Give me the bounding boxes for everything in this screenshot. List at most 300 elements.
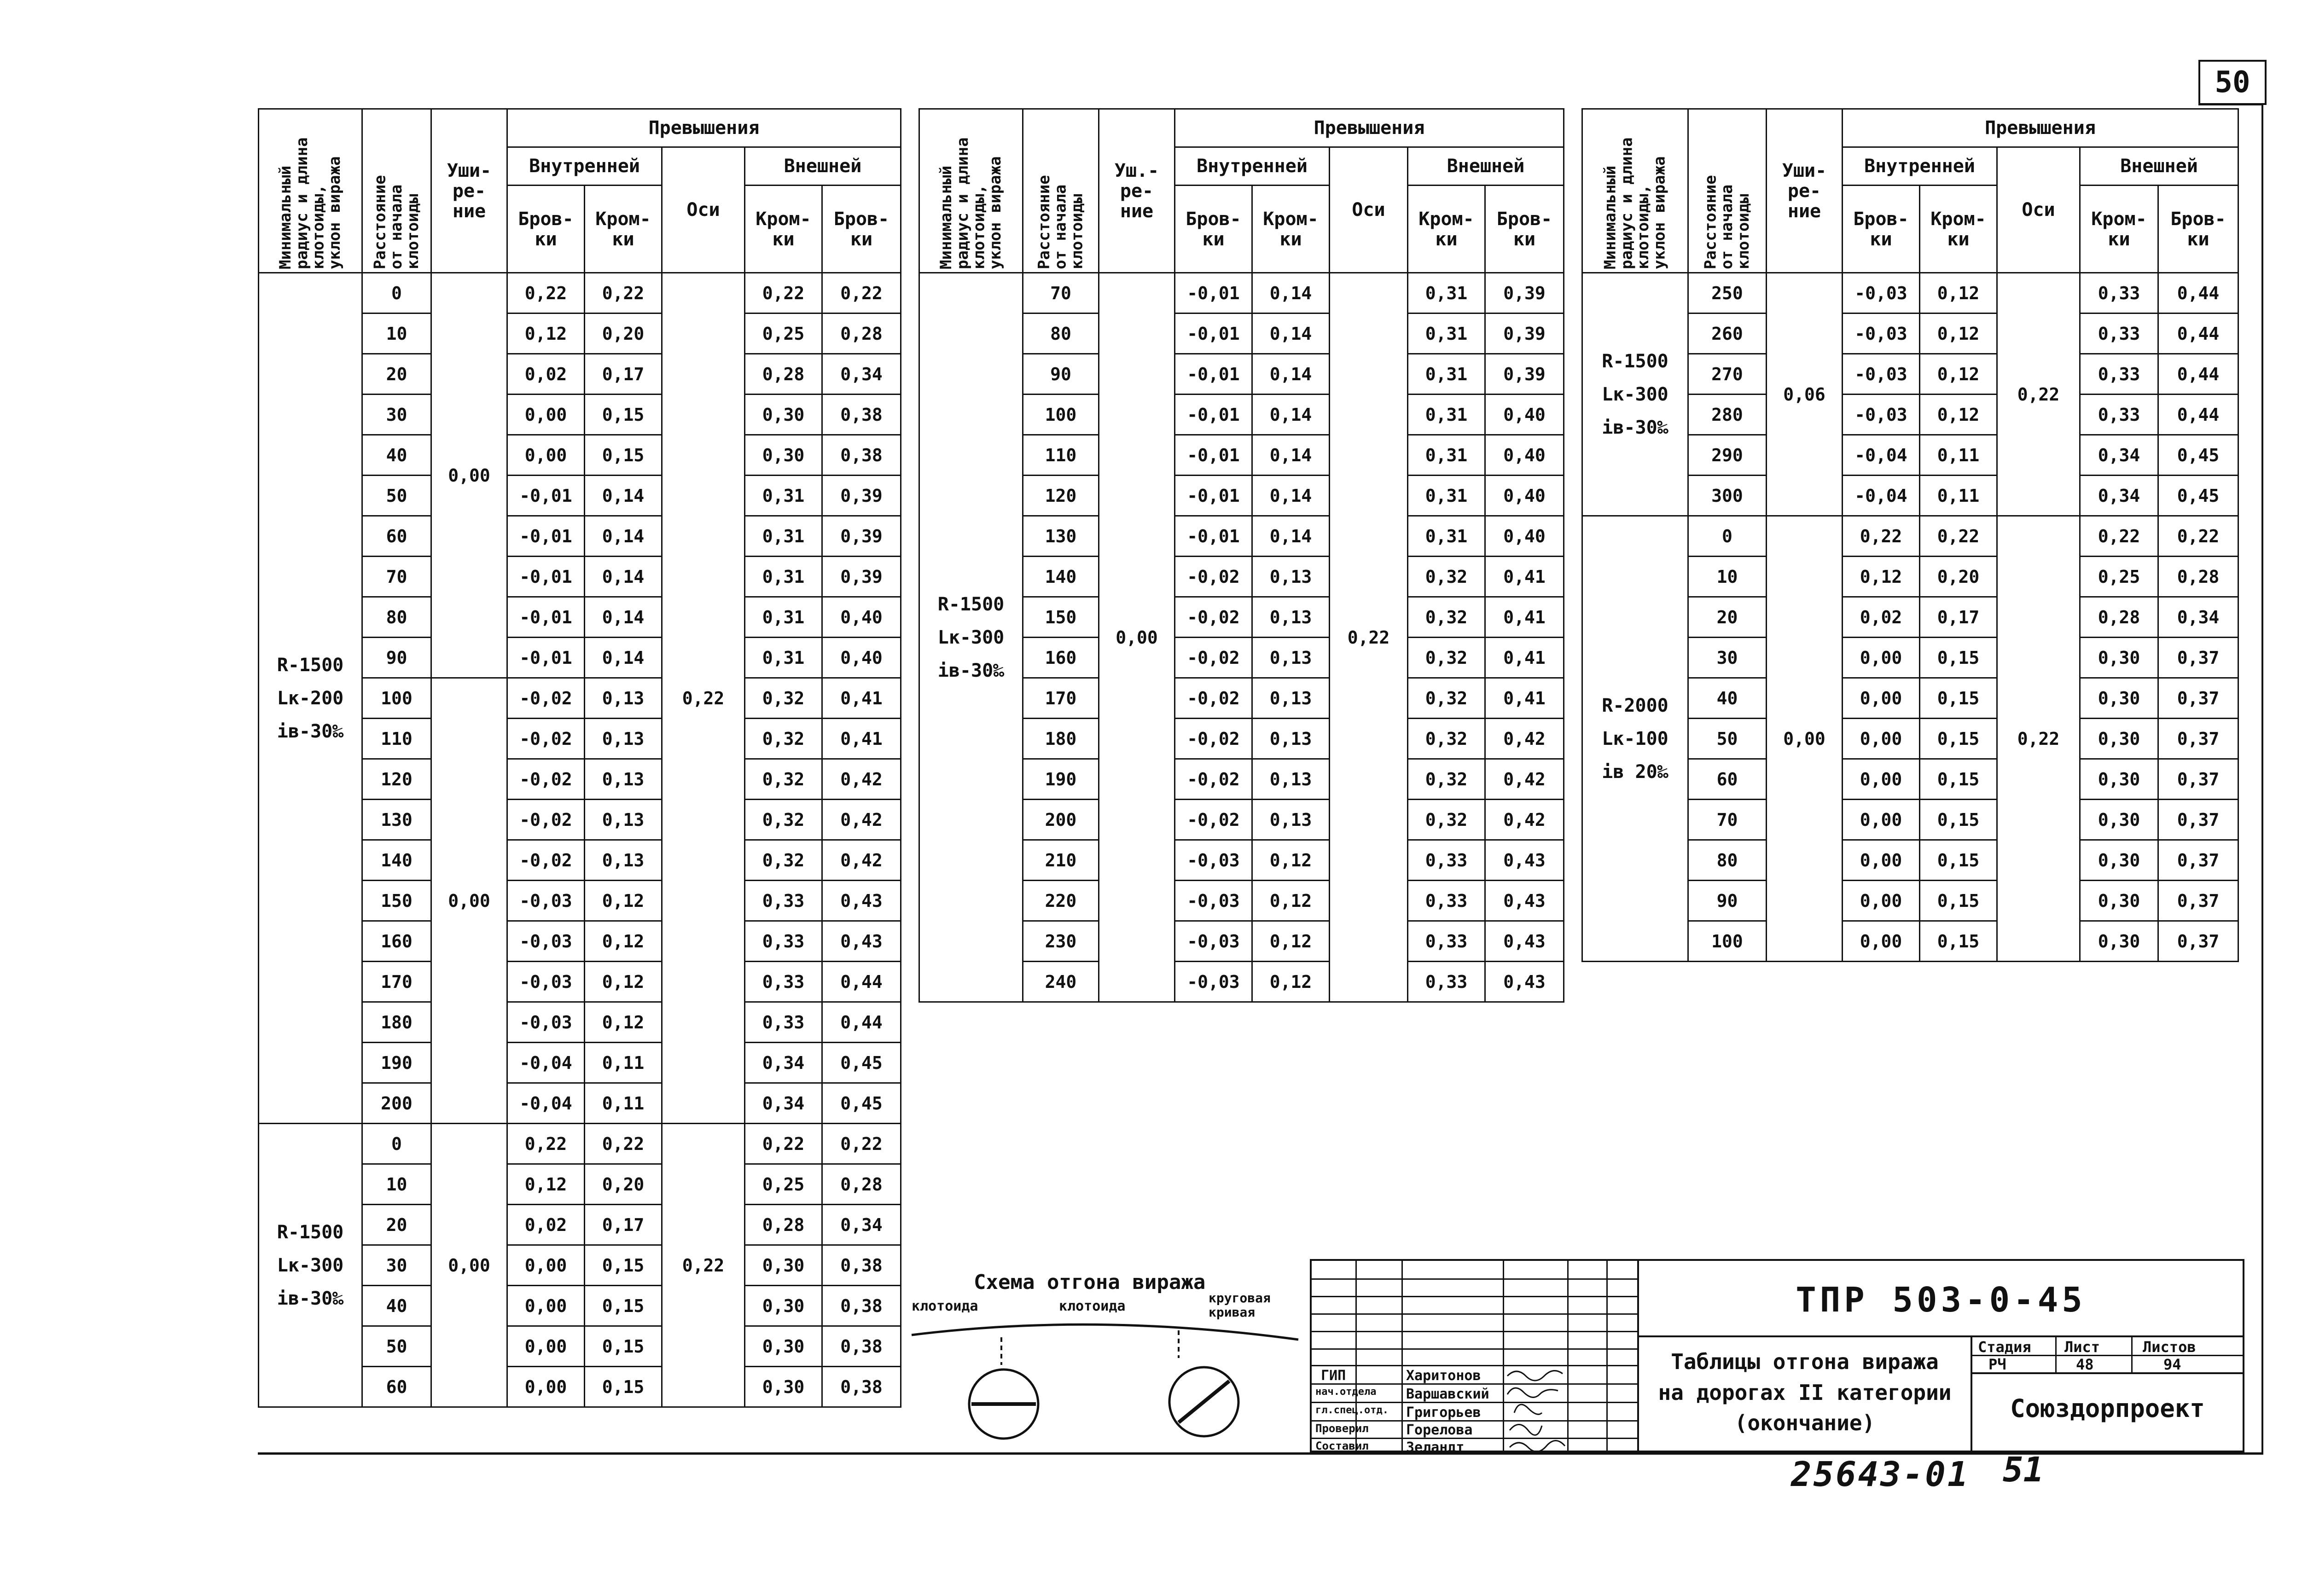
distance-cell: 60 [1688,759,1767,800]
outer-brov-cell: 0,41 [822,678,901,719]
inner-krom-cell: 0,22 [585,1124,662,1164]
outer-krom-cell: 0,33 [1408,962,1485,1002]
inner-krom-cell: 0,20 [585,1164,662,1205]
outer-brov-cell: 0,38 [822,395,901,435]
inner-brov-cell: -0,02 [1175,759,1252,800]
name-4: Зеландт [1406,1439,1465,1456]
inner-krom-cell: 0,13 [585,840,662,881]
col-widen-header: Уш.- ре- ние [1099,109,1175,273]
inner-brov-header: Бров- ки [1175,186,1252,273]
outer-brov-cell: 0,37 [2158,759,2238,800]
distance-cell: 180 [362,1002,431,1043]
organization-name: Союздорпроект [1971,1374,2244,1452]
distance-cell: 290 [1688,435,1767,476]
outer-brov-cell: 0,41 [1485,557,1564,597]
inner-krom-cell: 0,15 [585,1367,662,1407]
inner-krom-cell: 0,15 [585,1286,662,1326]
distance-cell: 160 [1023,638,1099,678]
outer-krom-cell: 0,30 [745,1286,822,1326]
signature-grid [1310,1259,1639,1456]
outer-krom-cell: 0,30 [745,395,822,435]
inner-krom-cell: 0,12 [1920,395,1997,435]
distance-cell: 60 [362,1367,431,1407]
inner-brov-cell: -0,03 [507,921,585,962]
distance-cell: 170 [1023,678,1099,719]
outer-brov-cell: 0,40 [1485,476,1564,516]
outer-brov-cell: 0,37 [2158,881,2238,921]
col-dist-header: Расстояние от начала клотоиды [1023,109,1099,273]
outer-krom-cell: 0,32 [1408,800,1485,840]
outer-krom-header: Кром- ки [745,186,822,273]
group-label: R-1500 Lк-200 iв-30‰ [259,273,362,1124]
inner-brov-cell: -0,01 [1175,354,1252,395]
outer-brov-cell: 0,37 [2158,840,2238,881]
outer-brov-cell: 0,41 [1485,678,1564,719]
outer-brov-cell: 0,41 [1485,597,1564,638]
outer-brov-cell: 0,42 [822,759,901,800]
distance-cell: 110 [362,719,431,759]
outer-brov-cell: 0,42 [1485,800,1564,840]
inner-brov-cell: -0,01 [1175,273,1252,313]
inner-krom-cell: 0,14 [1252,395,1330,435]
outer-krom-cell: 0,30 [2080,800,2158,840]
distance-cell: 160 [362,921,431,962]
role-1: нач.отдела [1315,1386,1377,1398]
outer-header: Внешней [1408,147,1564,186]
inner-brov-cell: -0,02 [1175,557,1252,597]
outer-brov-cell: 0,34 [822,1205,901,1245]
inner-krom-cell: 0,15 [585,1245,662,1286]
axis-header: Оси [1330,147,1408,273]
stage-label: Стадия [1978,1338,2031,1356]
inner-krom-cell: 0,13 [1252,719,1330,759]
inner-brov-cell: -0,04 [507,1083,585,1124]
distance-cell: 260 [1688,313,1767,354]
inner-krom-cell: 0,12 [1920,313,1997,354]
distance-cell: 180 [1023,719,1099,759]
inner-krom-cell: 0,15 [1920,881,1997,921]
inner-brov-cell: -0,02 [1175,678,1252,719]
inner-brov-cell: 0,00 [1843,638,1920,678]
outer-krom-cell: 0,32 [745,800,822,840]
inner-brov-cell: -0,01 [1175,313,1252,354]
elevation-table-1 [258,108,901,1408]
inner-krom-cell: 0,11 [1920,435,1997,476]
distance-cell: 140 [1023,557,1099,597]
inner-krom-cell: 0,14 [1252,516,1330,557]
inner-brov-cell: -0,02 [1175,597,1252,638]
outer-krom-cell: 0,30 [745,1245,822,1286]
distance-cell: 0 [362,1124,431,1164]
inner-brov-cell: -0,01 [507,638,585,678]
outer-krom-cell: 0,31 [1408,313,1485,354]
inner-krom-cell: 0,17 [585,1205,662,1245]
outer-brov-cell: 0,38 [822,1367,901,1407]
distance-cell: 20 [1688,597,1767,638]
distance-cell: 10 [1688,557,1767,597]
inner-brov-cell: -0,01 [507,557,585,597]
distance-cell: 70 [1688,800,1767,840]
inner-brov-header: Бров- ки [1843,186,1920,273]
table-row [919,273,1564,313]
distance-cell: 60 [362,516,431,557]
inner-krom-cell: 0,15 [1920,840,1997,881]
outer-krom-cell: 0,33 [2080,313,2158,354]
inner-krom-cell: 0,13 [585,800,662,840]
outer-krom-cell: 0,30 [2080,638,2158,678]
outer-brov-cell: 0,40 [1485,435,1564,476]
inner-brov-cell: -0,03 [1175,881,1252,921]
outer-krom-cell: 0,31 [1408,273,1485,313]
distance-cell: 50 [362,1326,431,1367]
inner-krom-header: Кром- ки [1920,186,1997,273]
widening-cell: 0,00 [1099,273,1175,1002]
axis-cell: 0,22 [662,273,745,1124]
table-row [1582,273,2238,313]
distance-cell: 230 [1023,921,1099,962]
stage-sheet-block [1971,1337,2244,1374]
inner-brov-cell: -0,02 [1175,638,1252,678]
inner-krom-cell: 0,13 [1252,678,1330,719]
inner-brov-cell: 0,00 [1843,800,1920,840]
outer-brov-cell: 0,42 [1485,719,1564,759]
elevation-header: Превышения [507,109,901,147]
outer-krom-cell: 0,32 [745,719,822,759]
outer-brov-header: Бров- ки [2158,186,2238,273]
inner-brov-cell: -0,04 [1843,476,1920,516]
name-3: Горелова [1406,1422,1473,1438]
inner-krom-cell: 0,11 [585,1043,662,1083]
inner-krom-cell: 0,13 [585,678,662,719]
inner-brov-cell: 0,22 [507,1124,585,1164]
inner-krom-header: Кром- ки [1252,186,1330,273]
axis-cell: 0,22 [1997,273,2080,516]
outer-brov-header: Бров- ки [822,186,901,273]
axis-cell: 0,22 [1997,516,2080,962]
outer-brov-cell: 0,40 [822,597,901,638]
distance-cell: 30 [362,395,431,435]
outer-brov-cell: 0,39 [822,516,901,557]
distance-cell: 30 [1688,638,1767,678]
inner-brov-cell: 0,00 [507,1245,585,1286]
distance-cell: 150 [1023,597,1099,638]
outer-krom-cell: 0,32 [745,759,822,800]
name-1: Варшавский [1406,1386,1489,1402]
outer-brov-cell: 0,34 [822,354,901,395]
role-0: ГИП [1321,1368,1346,1384]
outer-brov-cell: 0,41 [1485,638,1564,678]
outer-krom-cell: 0,30 [745,1367,822,1407]
inner-krom-cell: 0,12 [585,921,662,962]
distance-cell: 90 [1688,881,1767,921]
outer-krom-cell: 0,32 [1408,719,1485,759]
inner-krom-cell: 0,20 [585,313,662,354]
inner-krom-cell: 0,15 [1920,638,1997,678]
table-row [259,273,901,313]
inner-krom-cell: 0,14 [585,597,662,638]
elevation-header: Превышения [1843,109,2238,147]
inner-brov-cell: 0,00 [1843,881,1920,921]
distance-cell: 10 [362,313,431,354]
signature-scribbles [1312,1261,1641,1454]
group-label: R-1500 Lк-300 iв-30‰ [1582,273,1688,516]
col-widen-header: Уши- ре- ние [1767,109,1843,273]
inner-krom-cell: 0,15 [585,1326,662,1367]
outer-krom-cell: 0,30 [2080,678,2158,719]
outer-brov-cell: 0,44 [822,962,901,1002]
outer-krom-cell: 0,32 [745,678,822,719]
outer-brov-cell: 0,44 [2158,313,2238,354]
inner-krom-cell: 0,13 [585,719,662,759]
inner-krom-cell: 0,13 [1252,759,1330,800]
outer-brov-cell: 0,43 [1485,962,1564,1002]
outer-krom-cell: 0,32 [1408,557,1485,597]
outer-krom-cell: 0,30 [745,1326,822,1367]
inner-krom-cell: 0,12 [1252,840,1330,881]
inner-brov-cell: -0,03 [507,1002,585,1043]
inner-brov-cell: -0,01 [507,597,585,638]
inner-header: Внутренней [1175,147,1330,186]
outer-krom-cell: 0,30 [2080,921,2158,962]
inner-brov-cell: -0,02 [507,759,585,800]
inner-krom-cell: 0,20 [1920,557,1997,597]
inner-brov-cell: -0,02 [507,678,585,719]
page-number: 50 [2198,60,2267,105]
outer-brov-cell: 0,40 [1485,395,1564,435]
inner-brov-cell: 0,00 [507,1286,585,1326]
frame-right-line [2261,104,2263,1452]
inner-brov-cell: -0,04 [507,1043,585,1083]
widening-cell: 0,06 [1767,273,1843,516]
frame-top-line [2198,104,2263,105]
inner-brov-cell: -0,02 [507,800,585,840]
axis-cell: 0,22 [1330,273,1408,1002]
inner-brov-cell: -0,03 [1843,313,1920,354]
outer-brov-cell: 0,28 [822,313,901,354]
outer-krom-cell: 0,33 [1408,840,1485,881]
outer-krom-cell: 0,30 [745,435,822,476]
outer-brov-cell: 0,45 [822,1043,901,1083]
outer-krom-cell: 0,31 [745,476,822,516]
distance-cell: 220 [1023,881,1099,921]
outer-krom-cell: 0,31 [745,557,822,597]
distance-cell: 300 [1688,476,1767,516]
outer-krom-cell: 0,32 [1408,638,1485,678]
inner-brov-cell: 0,00 [507,1326,585,1367]
outer-krom-cell: 0,31 [745,638,822,678]
inner-krom-cell: 0,14 [1252,354,1330,395]
inner-krom-cell: 0,22 [585,273,662,313]
inner-brov-cell: 0,00 [507,395,585,435]
distance-cell: 30 [362,1245,431,1286]
role-3: Проверил [1315,1422,1369,1435]
outer-brov-cell: 0,37 [2158,678,2238,719]
inner-brov-cell: -0,03 [507,881,585,921]
inner-krom-cell: 0,14 [585,516,662,557]
distance-cell: 80 [1023,313,1099,354]
inner-header: Внутренней [1843,147,1997,186]
distance-cell: 240 [1023,962,1099,1002]
inner-krom-cell: 0,12 [585,962,662,1002]
inner-krom-cell: 0,12 [1252,921,1330,962]
outer-krom-cell: 0,33 [2080,354,2158,395]
outer-krom-header: Кром- ки [1408,186,1485,273]
outer-header: Внешней [2080,147,2238,186]
inner-krom-cell: 0,15 [585,435,662,476]
inner-brov-cell: -0,03 [1843,273,1920,313]
outer-krom-cell: 0,28 [745,1205,822,1245]
outer-krom-cell: 0,32 [745,840,822,881]
outer-krom-cell: 0,30 [2080,840,2158,881]
inner-krom-cell: 0,15 [1920,719,1997,759]
col-dist-header: Расстояние от начала клотоиды [362,109,431,273]
outer-krom-cell: 0,31 [745,597,822,638]
distance-cell: 130 [1023,516,1099,557]
scheme-label-mid: клотоида [1059,1298,1126,1314]
name-2: Григорьев [1406,1404,1481,1421]
axis-cell: 0,22 [662,1124,745,1407]
outer-krom-cell: 0,34 [745,1043,822,1083]
distance-cell: 40 [362,435,431,476]
distance-cell: 0 [1688,516,1767,557]
inner-brov-cell: -0,03 [1175,921,1252,962]
inner-brov-header: Бров- ки [507,186,585,273]
outer-krom-cell: 0,32 [1408,759,1485,800]
table-row [1582,516,2238,557]
group-label: R-1500 Lк-300 iв-30‰ [259,1124,362,1407]
outer-krom-cell: 0,33 [745,921,822,962]
inner-brov-cell: 0,00 [1843,759,1920,800]
inner-brov-cell: -0,01 [1175,516,1252,557]
outer-krom-cell: 0,30 [2080,719,2158,759]
outer-brov-cell: 0,44 [2158,354,2238,395]
outer-brov-cell: 0,37 [2158,800,2238,840]
distance-cell: 130 [362,800,431,840]
scheme-label-right: круговая кривая [1209,1290,1271,1320]
inner-krom-cell: 0,17 [585,354,662,395]
outer-krom-cell: 0,31 [1408,516,1485,557]
name-0: Харитонов [1406,1368,1481,1384]
outer-krom-cell: 0,25 [745,313,822,354]
axis-header: Оси [662,147,745,273]
elevation-header: Превышения [1175,109,1564,147]
outer-brov-cell: 0,38 [822,1326,901,1367]
distance-cell: 10 [362,1164,431,1205]
inner-krom-cell: 0,12 [585,1002,662,1043]
inner-krom-cell: 0,12 [1252,962,1330,1002]
widening-cell: 0,00 [431,1124,507,1407]
inner-brov-cell: 0,02 [1843,597,1920,638]
outer-brov-cell: 0,28 [822,1164,901,1205]
outer-krom-cell: 0,33 [2080,395,2158,435]
inner-krom-cell: 0,14 [1252,435,1330,476]
distance-cell: 120 [362,759,431,800]
outer-brov-cell: 0,22 [822,1124,901,1164]
distance-cell: 150 [362,881,431,921]
inner-krom-cell: 0,22 [1920,516,1997,557]
outer-header: Внешней [745,147,901,186]
outer-brov-cell: 0,38 [822,1286,901,1326]
inner-krom-cell: 0,14 [585,476,662,516]
distance-cell: 100 [1023,395,1099,435]
distance-cell: 40 [1688,678,1767,719]
outer-brov-cell: 0,37 [2158,719,2238,759]
distance-cell: 90 [1023,354,1099,395]
group-label: R-1500 Lк-300 iв-30‰ [919,273,1023,1002]
document-title: Таблицы отгона виража на дорогах II категории (окончание) [1639,1337,1971,1452]
distance-cell: 100 [1688,921,1767,962]
distance-cell: 80 [1688,840,1767,881]
outer-brov-cell: 0,37 [2158,921,2238,962]
inner-brov-cell: 0,00 [1843,719,1920,759]
sheets-value: 94 [2163,1356,2181,1373]
inner-brov-cell: -0,01 [507,476,585,516]
inner-krom-cell: 0,12 [585,881,662,921]
role-2: гл.спец.отд. [1315,1404,1389,1416]
outer-brov-cell: 0,41 [822,719,901,759]
inner-krom-cell: 0,13 [1252,800,1330,840]
distance-cell: 50 [1688,719,1767,759]
scheme-diagram [902,1261,1308,1455]
outer-krom-cell: 0,34 [2080,435,2158,476]
inner-brov-cell: 0,00 [1843,840,1920,881]
inner-brov-cell: 0,00 [507,1367,585,1407]
outer-krom-cell: 0,31 [745,516,822,557]
inner-krom-cell: 0,15 [1920,800,1997,840]
inner-krom-cell: 0,12 [1252,881,1330,921]
outer-krom-cell: 0,28 [2080,597,2158,638]
inner-brov-cell: -0,01 [1175,435,1252,476]
distance-cell: 110 [1023,435,1099,476]
distance-cell: 100 [362,678,431,719]
inner-brov-cell: 0,12 [1843,557,1920,597]
outer-brov-cell: 0,37 [2158,638,2238,678]
inner-krom-cell: 0,15 [1920,678,1997,719]
distance-cell: 70 [362,557,431,597]
outer-brov-cell: 0,42 [822,840,901,881]
distance-cell: 20 [362,1205,431,1245]
inner-brov-cell: -0,02 [507,719,585,759]
inner-brov-cell: 0,00 [507,435,585,476]
distance-cell: 210 [1023,840,1099,881]
title-block [1310,1259,2244,1456]
outer-brov-cell: 0,43 [822,921,901,962]
outer-brov-cell: 0,45 [822,1083,901,1124]
distance-cell: 20 [362,354,431,395]
inner-brov-cell: -0,02 [1175,800,1252,840]
outer-brov-cell: 0,44 [822,1002,901,1043]
outer-krom-cell: 0,31 [1408,354,1485,395]
outer-brov-cell: 0,39 [822,557,901,597]
col-param-header: Минимальный радиус и длина клотоиды, уклон виража [919,109,1023,273]
sheet-label: Лист [2064,1338,2100,1356]
outer-brov-cell: 0,22 [2158,516,2238,557]
inner-brov-cell: -0,03 [1843,354,1920,395]
inner-krom-cell: 0,15 [585,395,662,435]
col-param-header: Минимальный радиус и длина клотоиды, уклон виража [1582,109,1688,273]
outer-brov-cell: 0,43 [1485,840,1564,881]
axis-header: Оси [1997,147,2080,273]
inner-brov-cell: 0,22 [507,273,585,313]
inner-krom-cell: 0,15 [1920,759,1997,800]
outer-krom-cell: 0,34 [745,1083,822,1124]
table-row [259,1124,901,1164]
stage-value: РЧ [1988,1356,2006,1373]
outer-brov-cell: 0,44 [2158,273,2238,313]
outer-krom-cell: 0,28 [745,354,822,395]
distance-cell: 40 [362,1286,431,1326]
distance-cell: 0 [362,273,431,313]
